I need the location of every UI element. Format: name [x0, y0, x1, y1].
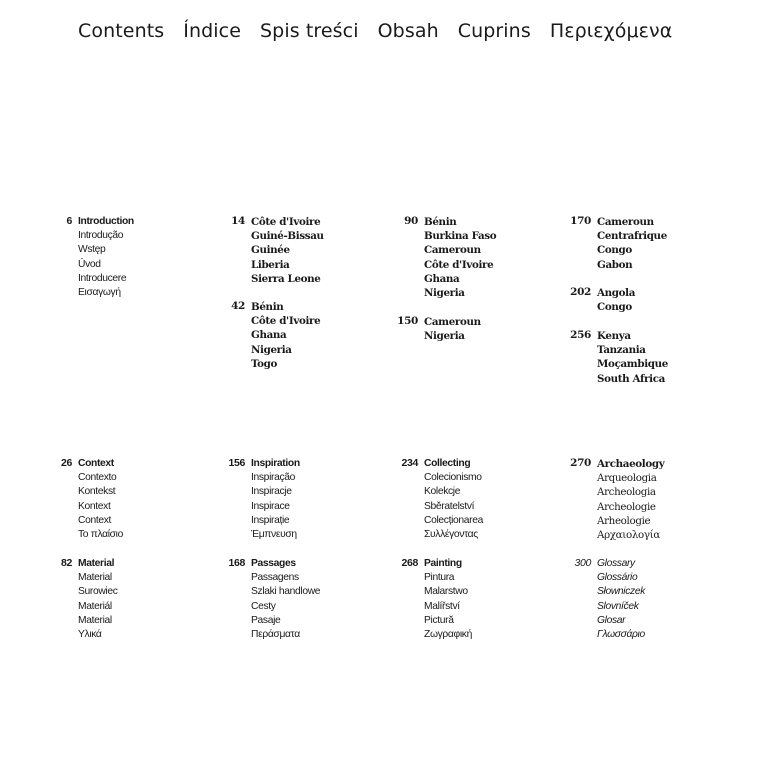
toc-line: Inspiracje [251, 486, 292, 498]
page-number: 268 [401, 557, 418, 569]
toc-archaeology[interactable] [570, 457, 665, 542]
toc-line: Angola [597, 287, 636, 299]
toc-line: Kontekst [78, 486, 116, 498]
toc-line: Painting [424, 558, 462, 569]
toc-context[interactable] [61, 457, 123, 542]
toc-line: Pictură [424, 614, 454, 626]
page-number: 90 [404, 215, 418, 227]
toc-line: South Africa [597, 372, 665, 385]
toc-line: Collecting [424, 458, 471, 469]
toc-line: Surowiec [78, 586, 118, 598]
toc-line: Έμπνευση [251, 529, 297, 541]
toc-line: Kontext [78, 500, 111, 512]
toc-line: Nigeria [424, 330, 465, 343]
toc-line: Contexto [78, 472, 117, 484]
toc-line: Γλωσσάριο [597, 629, 645, 641]
toc-line: Bénin [424, 216, 457, 228]
toc-line: Słowniczek [597, 586, 646, 598]
toc-line: Material [78, 572, 112, 584]
toc-line: Introducere [78, 272, 127, 284]
toc-line: Ζωγραφική [424, 629, 472, 641]
toc-line: Archeologie [597, 500, 656, 513]
toc-line: Nigeria [251, 343, 292, 356]
page-number: 256 [570, 329, 591, 341]
toc-passages[interactable] [228, 557, 321, 642]
toc-line: Tanzania [597, 344, 646, 357]
toc-line: Passages [251, 558, 296, 569]
toc-line: Inspirace [251, 500, 290, 512]
page-number: 150 [397, 315, 418, 327]
toc-line: Context [78, 458, 114, 469]
toc-line: Kolekcje [424, 486, 461, 498]
toc-line: Inspirație [251, 514, 290, 526]
toc-line: Colecionismo [424, 472, 482, 484]
contents-title-row [78, 20, 698, 42]
toc-line: Ghana [251, 329, 287, 342]
toc-line: Ghana [424, 272, 460, 285]
page-number: 82 [61, 557, 72, 569]
toc-line: Côte d'Ivoire [251, 216, 321, 228]
toc-line: Cameroun [424, 244, 481, 257]
toc-line: Context [78, 514, 112, 526]
toc-line: Introduction [78, 216, 134, 227]
toc-painting[interactable] [401, 557, 472, 642]
page-number: 202 [570, 286, 591, 298]
toc-gulf[interactable] [231, 300, 321, 371]
toc-line: Togo [251, 357, 278, 370]
toc-line: Côte d'Ivoire [251, 315, 321, 328]
toc-line: Materiál [78, 600, 112, 612]
page-number: 168 [228, 557, 245, 569]
title-english: Contents [78, 20, 165, 42]
title-polish: Spis treści [260, 20, 359, 42]
toc-line: Passagens [251, 572, 299, 584]
toc-line: Pasaje [251, 614, 281, 626]
toc-line: Συλλέγοντας [424, 529, 478, 541]
toc-line: Archaeology [597, 458, 665, 470]
toc-sahel[interactable] [404, 215, 497, 300]
toc-glossary[interactable] [574, 557, 646, 642]
page-number: 270 [570, 457, 591, 469]
toc-line: Guiné-Bissau [251, 230, 324, 243]
toc-line: Sběratelství [424, 500, 475, 512]
toc-line: Arqueologia [597, 472, 657, 485]
toc-line: Cameroun [597, 216, 654, 228]
toc-line: Υλικά [78, 629, 102, 641]
toc-line: Centrafrique [597, 230, 667, 243]
toc-line: Guinée [251, 244, 290, 257]
page-number: 42 [231, 300, 245, 312]
page-number: 14 [231, 215, 245, 227]
toc-line: Glossário [597, 572, 638, 584]
toc-line: Szlaki handlowe [251, 586, 321, 598]
toc-line: Arheologie [597, 514, 651, 527]
page-number: 6 [66, 215, 72, 227]
toc-introduction[interactable] [66, 215, 134, 300]
toc-line: Liberia [251, 258, 290, 271]
toc-line: Congo [597, 244, 632, 257]
toc-line: Bénin [251, 301, 284, 313]
toc-line: Malarstwo [424, 586, 468, 598]
toc-central[interactable] [570, 215, 667, 272]
toc-line: Colecționarea [424, 514, 483, 526]
toc-inspiration[interactable] [228, 457, 300, 542]
title-czech: Obsah [377, 20, 439, 42]
toc-west-africa[interactable] [231, 215, 324, 286]
toc-line: Cesty [251, 600, 276, 612]
toc-line: Material [78, 614, 112, 626]
page-number: 26 [61, 457, 72, 469]
toc-line: Côte d'Ivoire [424, 258, 494, 271]
title-greek: Περιεχόμενα [549, 20, 673, 42]
title-romanian: Cuprins [457, 20, 531, 42]
toc-line: Congo [597, 301, 632, 314]
toc-collecting[interactable] [401, 457, 483, 542]
toc-line: Nigeria [424, 287, 465, 300]
toc-angola[interactable] [570, 286, 636, 314]
toc-line: Αρχαιολογία [597, 529, 660, 542]
toc-line: Wstęp [78, 244, 106, 256]
toc-line: Το πλαίσιο [78, 529, 123, 541]
toc-line: Burkina Faso [424, 230, 497, 243]
toc-line: Sierra Leone [251, 272, 321, 285]
toc-line: Slovníček [597, 600, 639, 612]
toc-line: Glosar [597, 614, 626, 626]
page-number: 170 [570, 215, 591, 227]
toc-line: Εισαγωγή [78, 287, 121, 299]
toc-line: Gabon [597, 258, 633, 271]
toc-line: Cameroun [424, 316, 481, 328]
toc-line: Moçambique [597, 358, 668, 371]
toc-line: Περάσματα [251, 629, 300, 641]
toc-line: Pintura [424, 572, 455, 584]
page-number: 234 [401, 457, 418, 469]
toc-line: Malířství [424, 600, 460, 612]
title-portuguese: Índice [183, 20, 241, 42]
toc-line: Inspiration [251, 458, 300, 469]
toc-line: Inspiração [251, 472, 296, 484]
toc-line: Material [78, 558, 115, 569]
toc-cameroun-nigeria[interactable] [397, 315, 481, 343]
toc-line: Introdução [78, 230, 124, 242]
toc-line: Archeologia [597, 486, 656, 499]
page-number: 300 [574, 557, 591, 569]
toc-line: Úvod [78, 258, 101, 270]
toc-line: Kenya [597, 330, 631, 342]
toc-material[interactable] [61, 557, 118, 642]
page-number: 156 [228, 457, 245, 469]
toc-line: Glossary [597, 558, 635, 569]
toc-east[interactable] [570, 329, 668, 386]
